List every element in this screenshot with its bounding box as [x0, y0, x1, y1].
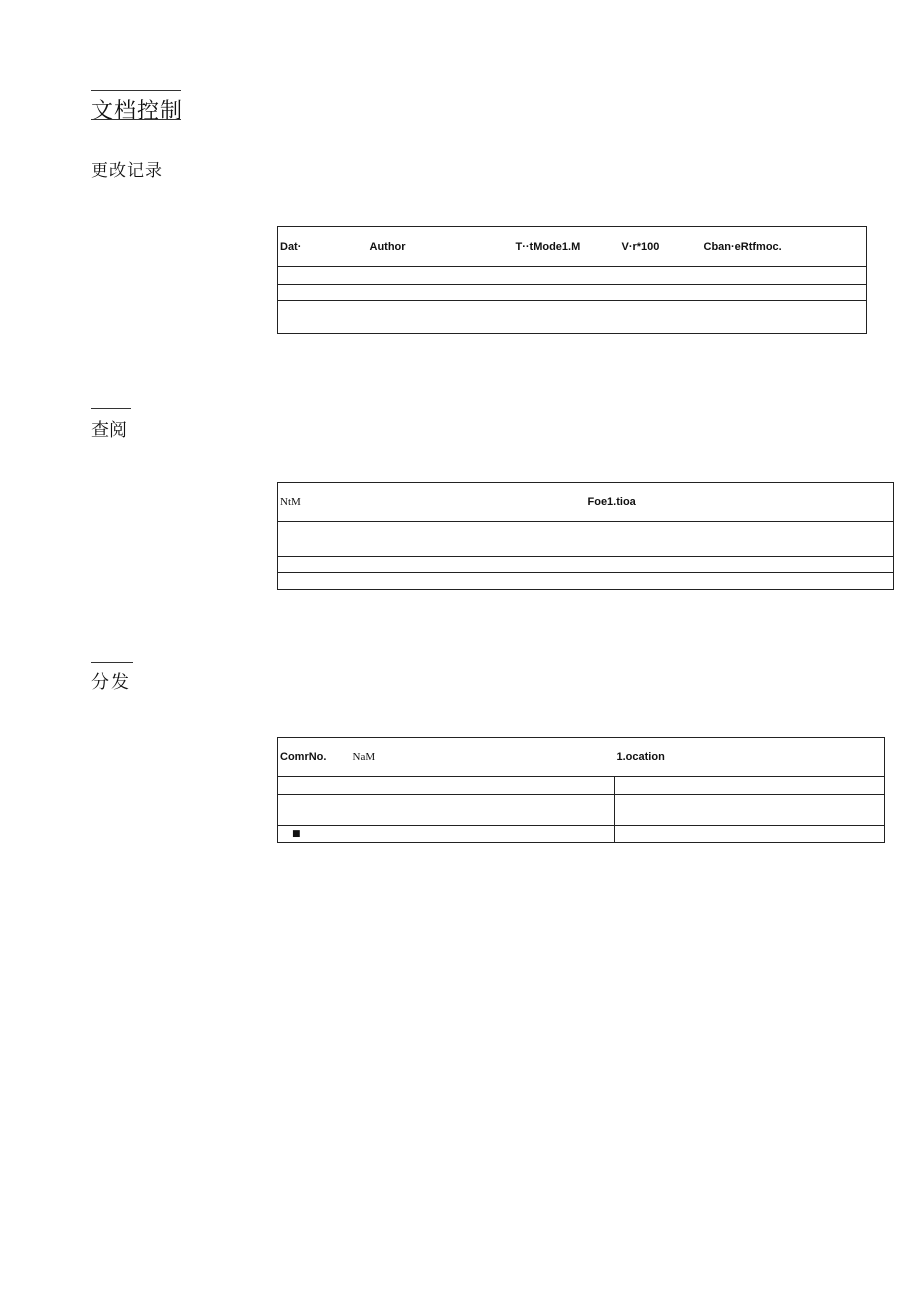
table-row — [278, 522, 894, 557]
change-history-heading: 更改记录 — [91, 161, 163, 181]
column-header-change-reference: Cban·eRtfmoc. — [702, 227, 867, 267]
table-cell — [278, 285, 867, 301]
table-cell — [615, 795, 885, 826]
bullet-marker: ■ — [292, 829, 301, 839]
table-cell — [278, 267, 867, 285]
title-top-rule — [91, 90, 181, 91]
table-header-row — [278, 227, 867, 267]
table-row — [278, 267, 867, 285]
column-header-copy-no: ComrNo. — [278, 738, 351, 777]
column-header-version: V·r*100 — [620, 227, 702, 267]
table-row — [278, 301, 867, 334]
table-cell — [278, 826, 615, 843]
table-row — [278, 285, 867, 301]
table-cell — [615, 826, 885, 843]
table-cell — [278, 522, 894, 557]
table-header-row — [278, 483, 894, 522]
distribution-heading-rule — [91, 662, 133, 663]
table-cell — [615, 777, 885, 795]
column-header-date: Dat· — [278, 227, 368, 267]
change-history-table — [277, 226, 867, 334]
title-bottom-rule — [91, 119, 181, 120]
page-title: 文档控制 — [91, 99, 184, 124]
table-cell — [278, 301, 867, 334]
column-header-location: 1.ocation — [615, 738, 885, 777]
table-cell — [278, 557, 894, 573]
review-table — [277, 482, 894, 590]
review-heading-rule — [91, 408, 131, 409]
column-header-name: NtM — [278, 483, 586, 522]
distribution-heading: 分发 — [91, 672, 131, 693]
column-header-name: NaM — [351, 738, 615, 777]
table-row — [278, 573, 894, 590]
table-cell — [278, 777, 615, 795]
distribution-table — [277, 737, 885, 843]
table-cell — [278, 795, 615, 826]
table-row — [278, 777, 885, 795]
table-row — [278, 557, 894, 573]
table-header-row — [278, 738, 885, 777]
table-row — [278, 795, 885, 826]
review-heading: 查阅 — [91, 420, 127, 441]
table-cell — [278, 573, 894, 590]
column-header-author: Author — [368, 227, 514, 267]
table-row — [278, 826, 885, 843]
column-header-file-name: T··tMode1.M — [514, 227, 620, 267]
column-header-position: Foe1.tioa — [586, 483, 894, 522]
